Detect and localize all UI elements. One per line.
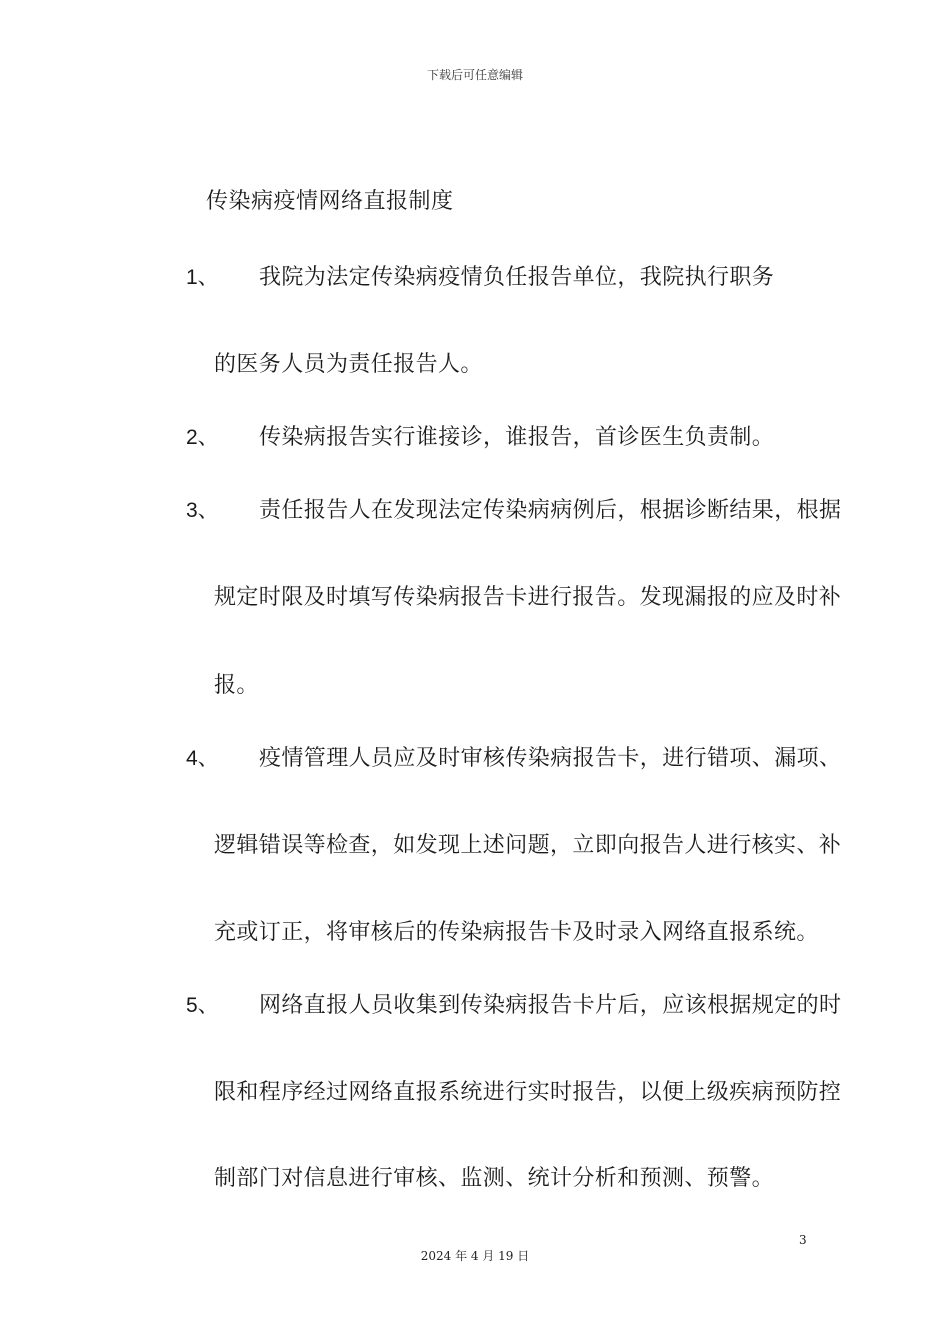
item-line: 报。 <box>214 673 259 698</box>
item-line: 限和程序经过网络直报系统进行实时报告，以便上级疾病预防控 <box>214 1080 842 1105</box>
item-number: 5、 <box>186 994 219 1017</box>
page-number: 3 <box>799 1233 807 1247</box>
page-header: 下载后可任意编辑 <box>426 68 523 82</box>
item-line: 网络直报人员收集到传染病报告卡片后，应该根据规定的时 <box>259 993 842 1018</box>
item-line: 传染病报告实行谁接诊，谁报告，首诊医生负责制。 <box>259 425 775 450</box>
item-line: 制部门对信息进行审核、监测、统计分析和预测、预警。 <box>214 1166 775 1191</box>
item-number: 1、 <box>186 266 219 289</box>
item-line: 责任报告人在发现法定传染病病例后，根据诊断结果，根据 <box>259 498 842 523</box>
item-line: 逻辑错误等检查，如发现上述问题，立即向报告人进行核实、补 <box>214 833 842 858</box>
item-number: 2、 <box>186 426 219 449</box>
item-line: 规定时限及时填写传染病报告卡进行报告。发现漏报的应及时补 <box>214 585 842 610</box>
item-line: 疫情管理人员应及时审核传染病报告卡，进行错项、漏项、 <box>259 746 842 771</box>
item-line: 的医务人员为责任报告人。 <box>214 352 483 377</box>
item-line: 我院为法定传染病疫情负任报告单位，我院执行职务 <box>259 265 775 290</box>
footer-date: 2024 年 4 月 19 日 <box>420 1249 530 1263</box>
item-number: 3、 <box>186 499 219 522</box>
document-title: 传染病疫情网络直报制度 <box>206 189 454 214</box>
item-number: 4、 <box>186 747 219 770</box>
item-line: 充或订正，将审核后的传染病报告卡及时录入网络直报系统。 <box>214 920 819 945</box>
